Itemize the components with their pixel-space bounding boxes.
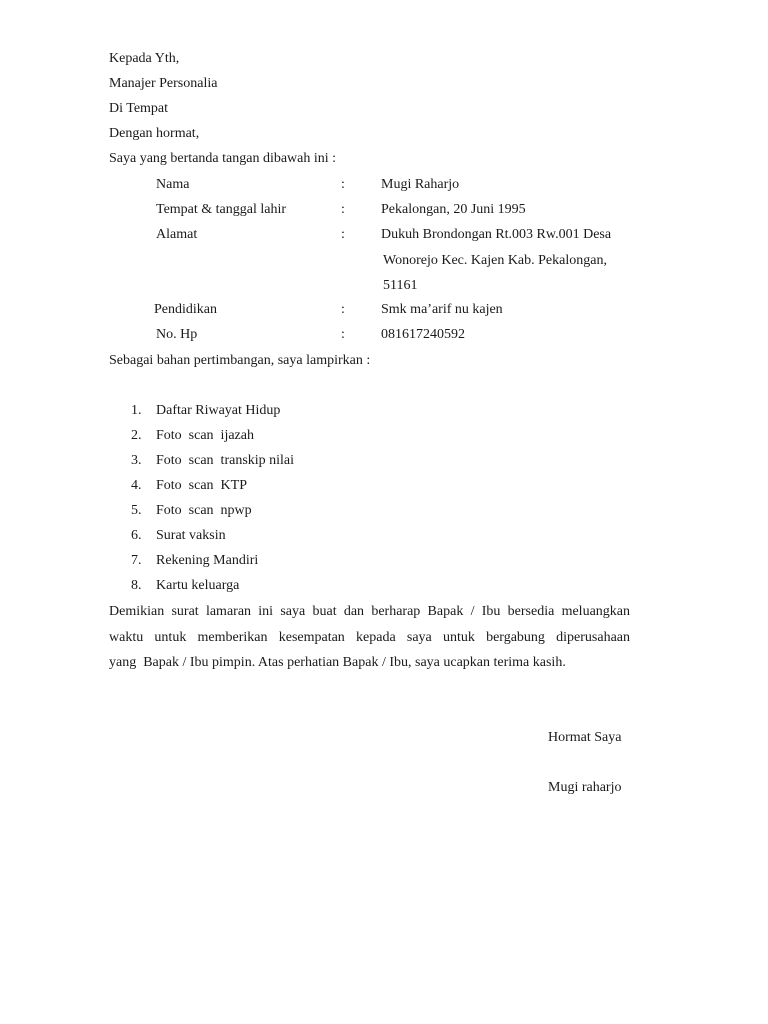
closing-paragraph-line-3: yang Bapak / Ibu pimpin. Atas perhatian Bapak / Ibu, saya ucapkan terima kasih. <box>109 655 566 670</box>
recipient-line-3: Di Tempat <box>109 101 169 116</box>
list-item: Foto scan transkip nilai <box>156 453 295 468</box>
list-item-number: 8. <box>131 578 142 593</box>
identity-label-ttl: Tempat & tanggal lahir <box>156 202 287 217</box>
list-item: Surat vaksin <box>156 528 226 543</box>
list-item: Kartu keluarga <box>156 578 240 593</box>
identity-sep: : <box>341 177 345 192</box>
identity-sep: : <box>341 202 345 217</box>
list-item: Foto scan npwp <box>156 503 252 518</box>
identity-value-alamat-1: Dukuh Brondongan Rt.003 Rw.001 Desa <box>381 227 612 242</box>
list-item-number: 1. <box>131 403 142 418</box>
intro-text: Saya yang bertanda tangan dibawah ini : <box>109 151 337 166</box>
identity-sep: : <box>341 227 345 242</box>
identity-value-alamat-3: 51161 <box>383 278 418 293</box>
identity-label-hp: No. Hp <box>156 327 198 342</box>
closing-paragraph-line-2: waktu untuk memberikan kesempatan kepada saya untuk bergabung diperusahaan <box>109 630 630 645</box>
greeting: Dengan hormat, <box>109 126 200 141</box>
list-item-number: 2. <box>131 428 142 443</box>
signoff: Hormat Saya <box>548 730 622 745</box>
list-item: Foto scan KTP <box>156 478 247 493</box>
recipient-line-1: Kepada Yth, <box>109 51 180 66</box>
list-item-number: 3. <box>131 453 142 468</box>
list-item: Rekening Mandiri <box>156 553 259 568</box>
attachments-intro: Sebagai bahan pertimbangan, saya lampirkan : <box>109 353 371 368</box>
list-item-number: 4. <box>131 478 142 493</box>
identity-label-alamat: Alamat <box>156 227 198 242</box>
identity-value-pendidikan: Smk ma’arif nu kajen <box>381 302 503 317</box>
identity-value-alamat-2: Wonorejo Kec. Kajen Kab. Pekalongan, <box>383 253 607 268</box>
signature-name: Mugi raharjo <box>548 780 622 795</box>
list-item-number: 6. <box>131 528 142 543</box>
identity-sep: : <box>341 302 345 317</box>
list-item: Daftar Riwayat Hidup <box>156 403 281 418</box>
identity-sep: : <box>341 327 345 342</box>
identity-value-nama: Mugi Raharjo <box>381 177 460 192</box>
closing-paragraph-line-1: Demikian surat lamaran ini saya buat dan berharap Bapak / Ibu bersedia meluangkan <box>109 604 630 619</box>
identity-label-pendidikan: Pendidikan <box>154 302 217 317</box>
identity-value-hp: 081617240592 <box>381 327 465 342</box>
list-item-number: 5. <box>131 503 142 518</box>
recipient-line-2: Manajer Personalia <box>109 76 218 91</box>
identity-label-nama: Nama <box>156 177 190 192</box>
list-item-number: 7. <box>131 553 142 568</box>
identity-value-ttl: Pekalongan, 20 Juni 1995 <box>381 202 526 217</box>
list-item: Foto scan ijazah <box>156 428 254 443</box>
